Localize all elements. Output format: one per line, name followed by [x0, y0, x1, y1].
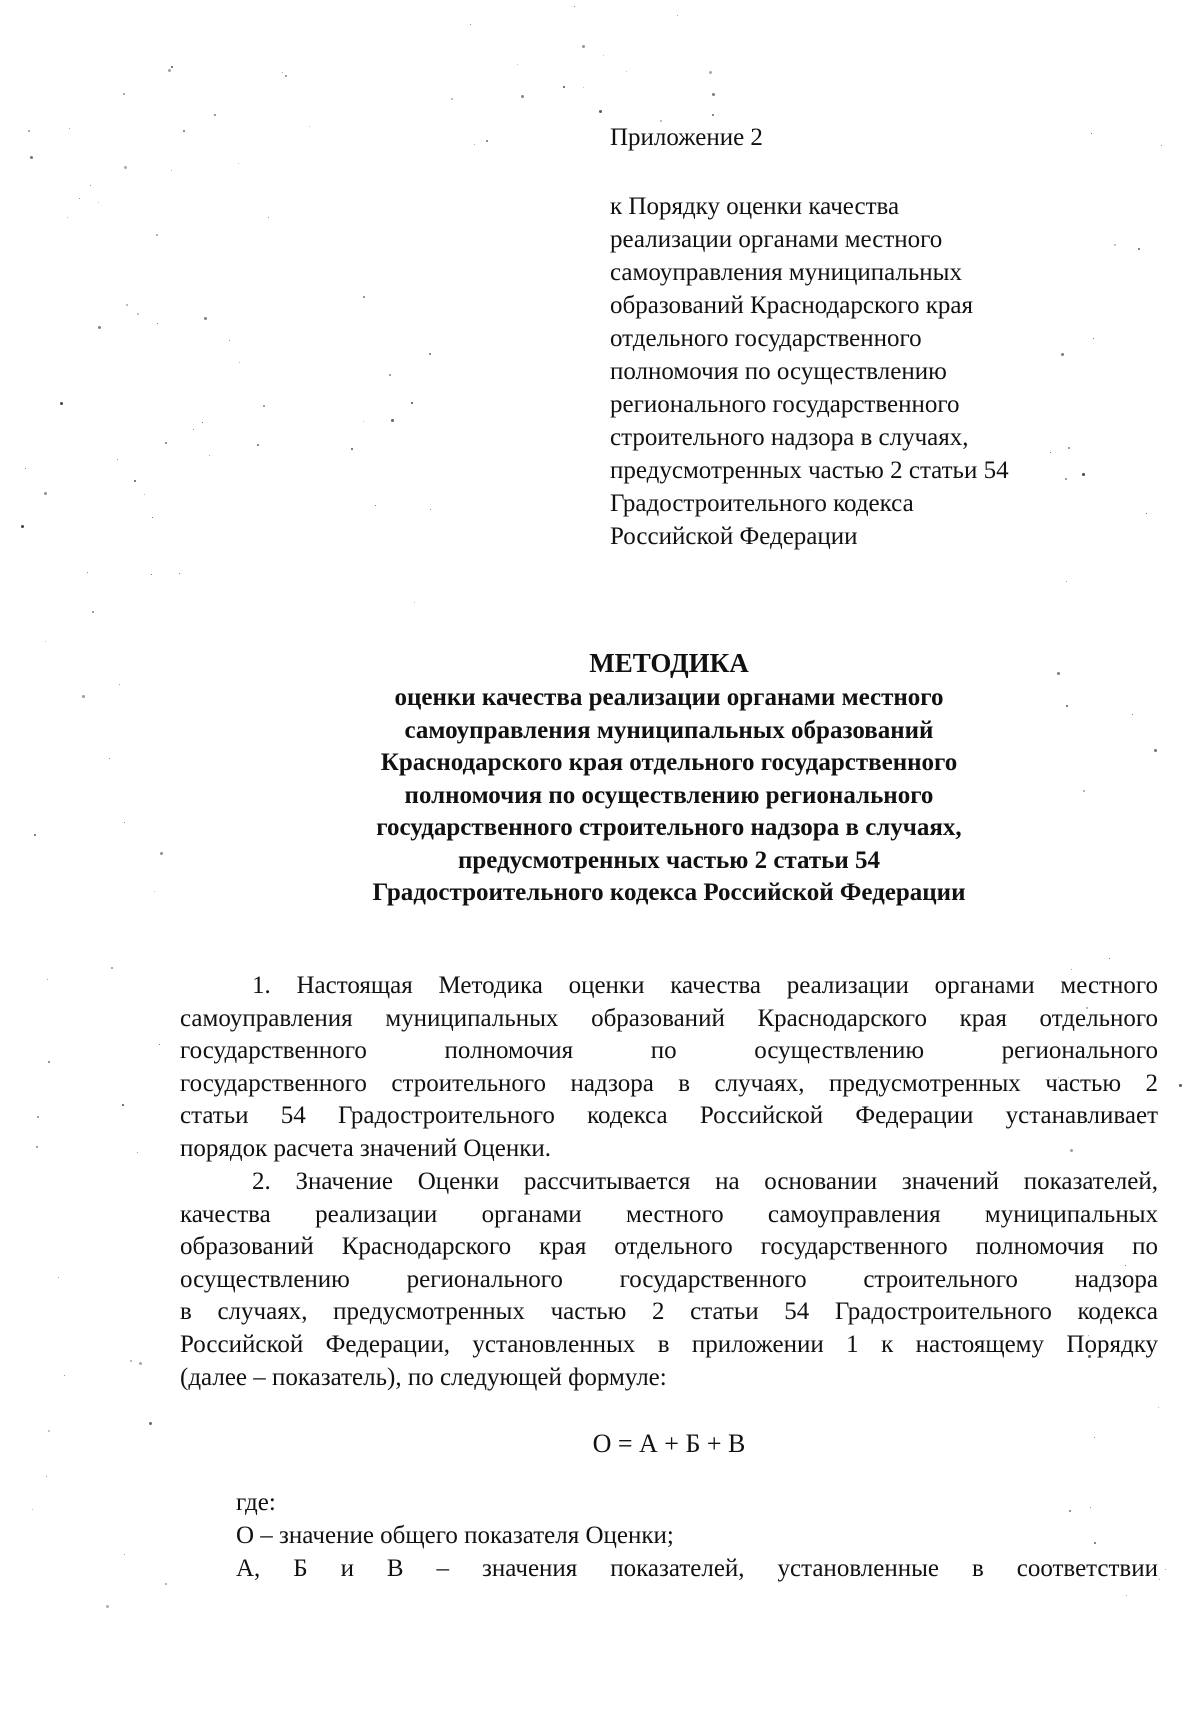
scan-speck	[30, 156, 33, 159]
scan-speck	[79, 198, 80, 199]
scan-speck	[202, 422, 203, 423]
scan-speck	[193, 429, 194, 430]
scan-speck	[183, 130, 185, 132]
scan-speck	[1066, 581, 1067, 582]
scan-speck	[117, 459, 118, 460]
scan-speck	[263, 405, 265, 407]
scan-speck	[134, 480, 136, 482]
paragraph-line: в случаях, предусмотренных частью 2 статьи 54 Градостроительного кодекса	[180, 1298, 1158, 1326]
subtitle-line: Краснодарского края отдельного государственного	[380, 749, 958, 776]
scan-speck	[229, 340, 230, 341]
scan-speck	[171, 66, 173, 68]
scan-speck	[98, 202, 99, 203]
scan-speck	[152, 517, 153, 518]
subtitle-line: самоуправления муниципальных образований	[404, 716, 934, 744]
scan-speck	[139, 1362, 142, 1365]
appendix-line: отдельного государственного	[610, 325, 922, 352]
scan-speck	[69, 128, 70, 129]
appendix-reference	[610, 190, 1090, 553]
scan-speck	[124, 1554, 125, 1555]
scan-speck	[599, 110, 602, 113]
scan-speck	[122, 1104, 124, 1106]
scan-speck	[37, 1116, 39, 1118]
scan-speck	[1069, 1510, 1071, 1512]
paragraph-line: образований Краснодарского края отдельного государственного полномочия по	[180, 1233, 1158, 1261]
scan-speck	[126, 304, 128, 306]
scan-speck	[389, 374, 391, 376]
scan-speck	[285, 75, 287, 77]
scan-speck	[90, 185, 91, 186]
paragraph-line: самоуправления муниципальных образований Краснодарского края отдельного	[180, 1004, 1158, 1032]
scan-speck	[486, 140, 488, 142]
scan-speck	[603, 55, 604, 56]
scan-speck	[149, 1422, 152, 1425]
scan-speck	[238, 163, 239, 164]
scan-speck	[1161, 145, 1162, 146]
scan-speck	[144, 494, 145, 495]
paragraph-line: качества реализации органами местного самоуправления муниципальных	[180, 1200, 1158, 1228]
paragraph-line: статьи 54 Градостроительного кодекса Российской Федерации устанавливает	[180, 1102, 1158, 1130]
scan-speck	[47, 979, 48, 980]
scan-speck	[137, 313, 139, 315]
scan-speck	[712, 114, 714, 116]
scan-speck	[363, 421, 364, 422]
scan-speck	[165, 1583, 167, 1585]
scan-speck	[626, 71, 627, 72]
where-label: где:	[236, 1489, 276, 1516]
scan-speck	[1109, 958, 1110, 959]
scan-speck	[209, 455, 210, 456]
scan-speck	[474, 144, 475, 145]
scan-speck	[36, 1146, 38, 1148]
scan-speck	[179, 573, 180, 574]
scan-speck	[45, 641, 46, 642]
paragraph-line: 2. Значение Оценки рассчитывается на основании значений показателей,	[252, 1168, 1158, 1195]
scan-speck	[1091, 133, 1092, 134]
scan-speck	[239, 362, 240, 363]
scan-speck	[157, 323, 158, 324]
scan-speck	[712, 93, 715, 96]
scan-speck	[517, 64, 518, 65]
appendix-line: реализации органами местного	[610, 226, 943, 253]
scan-speck	[1159, 1579, 1160, 1580]
scan-speck	[363, 296, 365, 298]
appendix-line: полномочия по осуществлению	[610, 358, 947, 385]
scan-speck	[1138, 248, 1140, 250]
scan-speck	[98, 326, 101, 329]
scan-speck	[67, 217, 68, 218]
scan-speck	[156, 234, 158, 236]
subtitle-line: предусмотренных частью 2 статьи 54	[457, 846, 881, 874]
paragraph-1	[180, 970, 1158, 1166]
scan-speck	[391, 419, 394, 422]
scan-speck	[257, 444, 259, 446]
scan-speck	[268, 217, 269, 218]
scan-speck	[677, 15, 678, 16]
scan-speck	[92, 611, 94, 613]
scan-speck	[60, 402, 63, 405]
appendix-line: Российской Федерации	[610, 523, 858, 550]
paragraph-2	[180, 1166, 1158, 1394]
scan-speck	[429, 353, 431, 355]
scan-speck	[709, 71, 712, 74]
scan-speck	[1093, 338, 1094, 339]
scan-speck	[563, 86, 565, 88]
scan-speck	[430, 509, 431, 510]
appendix-line: предусмотренных частью 2 статьи 54	[610, 457, 1009, 484]
scan-speck	[87, 572, 88, 573]
appendix-title: Приложение 2	[610, 124, 763, 151]
scan-speck	[46, 1476, 47, 1477]
scan-speck	[44, 492, 47, 495]
scan-speck	[28, 130, 30, 132]
scan-speck	[58, 1277, 59, 1278]
scan-speck	[521, 95, 524, 98]
scan-speck	[64, 1375, 65, 1376]
scan-speck	[351, 448, 353, 450]
scan-speck	[106, 1605, 109, 1608]
scan-speck	[582, 45, 585, 48]
paragraph-line: государственного полномочия по осуществлению регионального	[180, 1037, 1158, 1065]
scan-speck	[111, 967, 113, 969]
scan-speck	[204, 317, 207, 320]
appendix-line: регионального государственного	[610, 391, 960, 418]
scan-speck	[165, 442, 167, 444]
scan-speck	[123, 93, 125, 95]
definition-indicators: А, Б и В – значения показателей, установленные в соответствии	[236, 1555, 1158, 1582]
subtitle-line: государственного строительного надзора в случаях,	[376, 814, 962, 841]
scan-speck	[309, 126, 310, 127]
scan-speck	[414, 602, 415, 603]
scan-speck	[159, 1044, 160, 1045]
scan-speck	[124, 166, 127, 169]
paragraph-line: (далее – показатель), по следующей формуле:	[180, 1363, 667, 1391]
paragraph-line: осуществлению регионального государственного строительного надзора	[180, 1265, 1158, 1293]
formula: О = А + Б + В	[592, 1429, 746, 1458]
scan-speck	[1165, 1569, 1166, 1570]
scan-speck	[130, 1360, 132, 1362]
scan-speck	[214, 114, 216, 116]
paragraph-line: государственного строительного надзора в случаях, предусмотренных частью 2	[180, 1069, 1158, 1097]
appendix-line: образований Краснодарского края	[610, 292, 973, 319]
appendix-line: строительного надзора в случаях,	[610, 424, 969, 451]
subtitle-line: полномочия по осуществлению регионального	[404, 781, 934, 809]
definition-total: О – значение общего показателя Оценки;	[236, 1522, 674, 1549]
scan-speck	[1179, 1084, 1182, 1087]
scan-speck	[470, 24, 471, 25]
appendix-line: самоуправления муниципальных	[610, 259, 962, 286]
scan-speck	[21, 525, 24, 528]
scan-speck	[151, 574, 152, 575]
paragraph-line: Российской Федерации, установленных в приложении 1 к настоящему Порядку	[180, 1330, 1158, 1358]
subtitle-line: Градостроительного кодекса Российской Федерации	[372, 879, 966, 906]
scan-speck	[1146, 513, 1147, 514]
paragraph-line: порядок расчета значений Оценки.	[180, 1134, 552, 1162]
scan-speck	[171, 170, 172, 171]
method-heading: МЕТОДИКА	[589, 648, 749, 678]
scan-speck	[48, 1061, 50, 1063]
scan-speck	[1158, 1407, 1159, 1408]
scan-speck	[25, 468, 26, 469]
paragraph-line: 1. Настоящая Методика оценки качества реализации органами местного	[252, 972, 1158, 999]
scan-speck	[375, 505, 376, 506]
subtitle-line: оценки качества реализации органами местного	[394, 684, 944, 711]
scan-speck	[1114, 244, 1116, 246]
scan-speck	[583, 87, 584, 88]
scan-speck	[1126, 1595, 1127, 1596]
scan-speck	[282, 72, 283, 73]
appendix-line: Градостроительного кодекса	[610, 490, 914, 517]
scan-speck	[168, 69, 171, 72]
scan-speck	[1094, 1542, 1096, 1544]
scan-speck	[1090, 1507, 1091, 1508]
scan-speck	[137, 1152, 138, 1153]
method-subtitle	[0, 682, 1200, 910]
scan-speck	[451, 98, 453, 100]
scan-speck	[574, 6, 575, 7]
scan-speck	[411, 402, 413, 404]
appendix-line: к Порядку оценки качества	[610, 193, 900, 220]
scan-speck	[32, 1509, 33, 1510]
